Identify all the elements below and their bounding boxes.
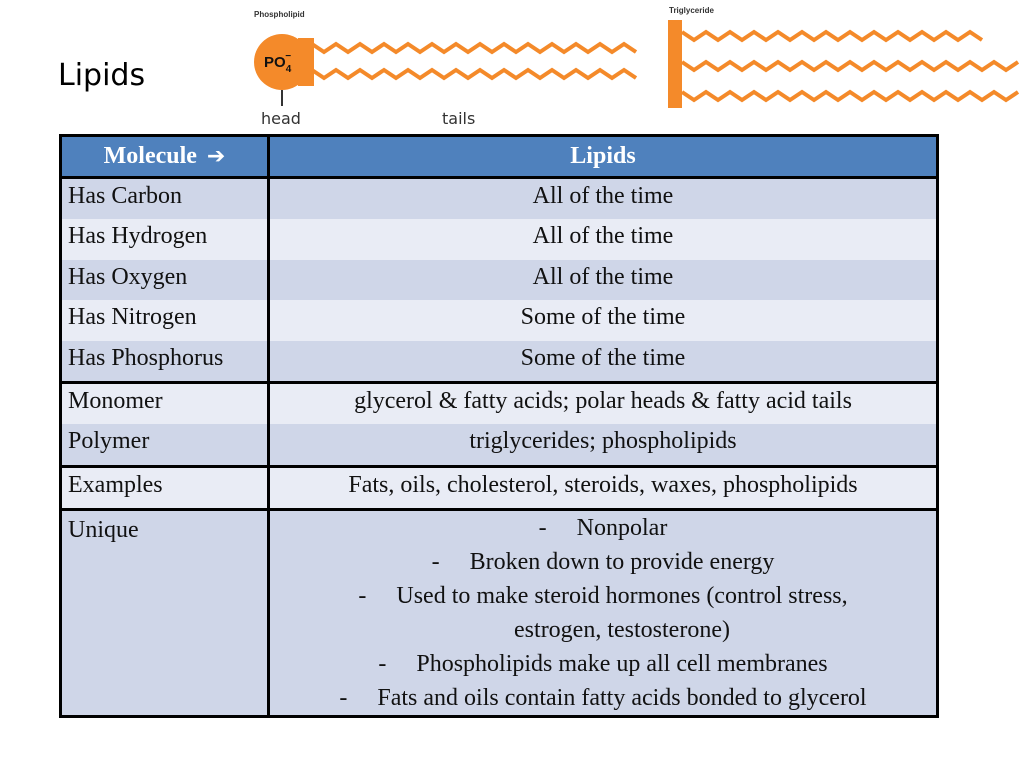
lipids-table [59,134,939,718]
table-row [61,382,938,424]
header-molecule: Molecule ➔ [61,136,269,178]
row-value: Some of the time [269,341,938,383]
row-value: All of the time [269,219,938,259]
fatty-acid-tail-lower [312,70,636,78]
row-value: Some of the time [269,300,938,340]
table-row [61,260,938,300]
po4-label: $PO_4-$ [264,51,292,75]
row-label: Has Nitrogen [61,300,269,340]
table-row-unique [61,510,938,717]
triglyceride-tail-1 [682,32,982,40]
list-item-continued: estrogen, testosterone) [514,617,730,644]
row-value: glycerol & fatty acids; polar heads & fatty acid tails [269,382,938,424]
list-item: - Used to make steroid hormones (control stress, [358,583,848,610]
row-label: Has Oxygen [61,260,269,300]
row-label: Has Hydrogen [61,219,269,259]
row-label: Has Carbon [61,178,269,220]
table-row [61,424,938,466]
table-row [61,178,938,220]
row-label: Has Phosphorus [61,341,269,383]
triglyceride-diagram [666,2,1022,112]
table-header-row [61,136,938,178]
unique-list [276,511,930,715]
fatty-acid-tail-upper [312,44,636,52]
table-row [61,219,938,259]
row-label: Examples [61,466,269,509]
list-item: - Broken down to provide energy [431,549,775,576]
triglyceride-caption: Triglyceride [669,6,714,15]
list-item: - Nonpolar [538,515,668,542]
glycerol-backbone [668,20,682,108]
phospholipid-caption: Phospholipid [254,10,305,19]
slide-title: Lipids [58,58,146,93]
row-value: All of the time [269,260,938,300]
right-arrow-icon: ➔ [206,144,226,169]
row-value: triglycerides; phospholipids [269,424,938,466]
row-label: Monomer [61,382,269,424]
triglyceride-tail-2 [682,62,1018,70]
unique-list-cell [269,510,938,717]
row-value: Fats, oils, cholesterol, steroids, waxes, phospholipids [269,466,938,509]
row-label: Unique [61,510,269,717]
header-lipids: Lipids [269,136,938,178]
table-row [61,341,938,383]
head-label: head [261,109,301,128]
tails-label: tails [442,109,476,128]
triglyceride-tail-3 [682,92,1018,100]
table-row [61,300,938,340]
phospholipid-diagram [248,4,648,130]
list-item: - Phospholipids make up all cell membranes [378,651,828,678]
list-item: - Fats and oils contain fatty acids bonded to glycerol [339,685,867,712]
row-label: Polymer [61,424,269,466]
table-row [61,466,938,509]
row-value: All of the time [269,178,938,220]
